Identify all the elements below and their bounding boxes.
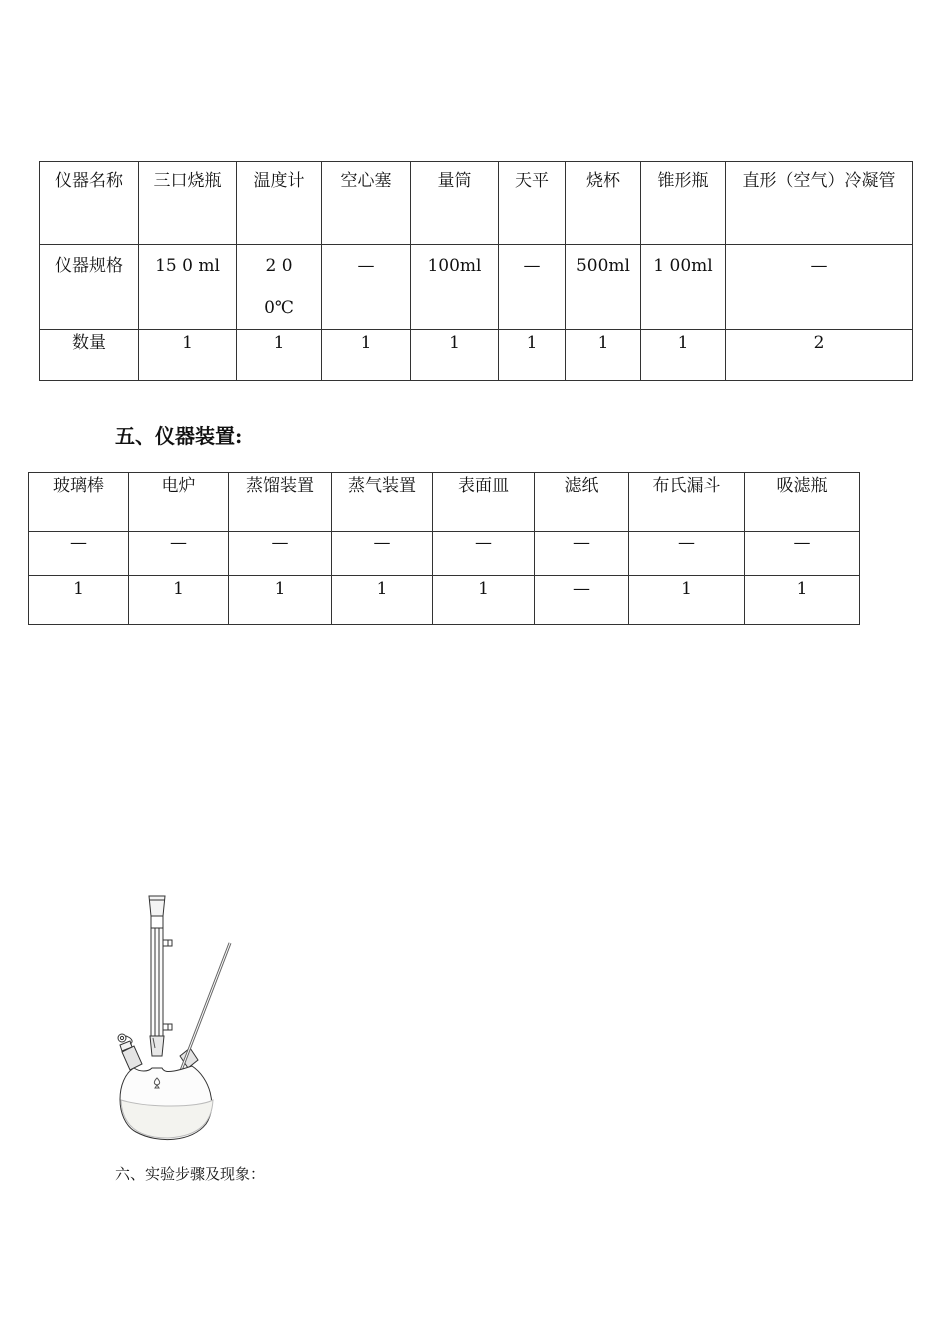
table-cell: 表面皿	[433, 473, 535, 532]
table-cell: 500ml	[566, 245, 641, 330]
table-row	[29, 576, 860, 625]
table-cell: 布氏漏斗	[629, 473, 745, 532]
table-cell: 天平	[499, 162, 566, 245]
table-cell: 1	[641, 330, 726, 381]
table-cell: 温度计	[237, 162, 322, 245]
table-cell: —	[229, 532, 332, 576]
table-cell: —	[535, 532, 629, 576]
table-cell: 直形（空气）冷凝管	[726, 162, 913, 245]
section-6-heading: 六、实验步骤及现象：	[115, 1165, 266, 1183]
table-cell: 仪器名称	[40, 162, 139, 245]
instrument-table	[39, 161, 913, 381]
table-cell: —	[332, 532, 433, 576]
table-cell: 蒸气装置	[332, 473, 433, 532]
table-cell: 蒸馏装置	[229, 473, 332, 532]
table-cell: —	[499, 245, 566, 330]
table-cell: 1	[411, 330, 499, 381]
table-cell: 1	[566, 330, 641, 381]
table-cell: 2	[726, 330, 913, 381]
table-cell: 数量	[40, 330, 139, 381]
table-row	[40, 330, 913, 381]
table-cell: 1	[332, 576, 433, 625]
table-cell: 15 0 ml	[139, 245, 237, 330]
table-row	[29, 473, 860, 532]
table-cell: 滤纸	[535, 473, 629, 532]
table-cell: 2 0 0℃	[237, 245, 322, 330]
apparatus-table	[28, 472, 860, 625]
table-cell: 烧杯	[566, 162, 641, 245]
table-cell: 1	[433, 576, 535, 625]
table-cell: 1	[29, 576, 129, 625]
table-cell: 空心塞	[322, 162, 411, 245]
table-cell: 1	[229, 576, 332, 625]
table-cell: 1	[745, 576, 860, 625]
table-cell: 量筒	[411, 162, 499, 245]
table-cell: —	[29, 532, 129, 576]
table-cell: —	[629, 532, 745, 576]
table-cell: 1	[129, 576, 229, 625]
table-row	[29, 532, 860, 576]
table-row	[40, 162, 913, 245]
table-cell: 100ml	[411, 245, 499, 330]
table-cell: 1 00ml	[641, 245, 726, 330]
table-row	[40, 245, 913, 330]
table-cell: —	[129, 532, 229, 576]
table-cell: 1	[322, 330, 411, 381]
table-cell: 玻璃棒	[29, 473, 129, 532]
table-cell: —	[535, 576, 629, 625]
table-cell: —	[745, 532, 860, 576]
table-cell: 锥形瓶	[641, 162, 726, 245]
table-cell: —	[322, 245, 411, 330]
table-cell: 电炉	[129, 473, 229, 532]
table-cell: 吸滤瓶	[745, 473, 860, 532]
section-5-heading: 五、仪器装置:	[115, 424, 243, 448]
table-cell: 1	[139, 330, 237, 381]
table-cell: 1	[629, 576, 745, 625]
table-cell: 1	[237, 330, 322, 381]
table-cell: 1	[499, 330, 566, 381]
table-cell: 三口烧瓶	[139, 162, 237, 245]
table-cell: —	[433, 532, 535, 576]
table-cell: 仪器规格	[40, 245, 139, 330]
three-neck-flask-apparatus-illustration	[108, 888, 243, 1143]
table-cell: —	[726, 245, 913, 330]
